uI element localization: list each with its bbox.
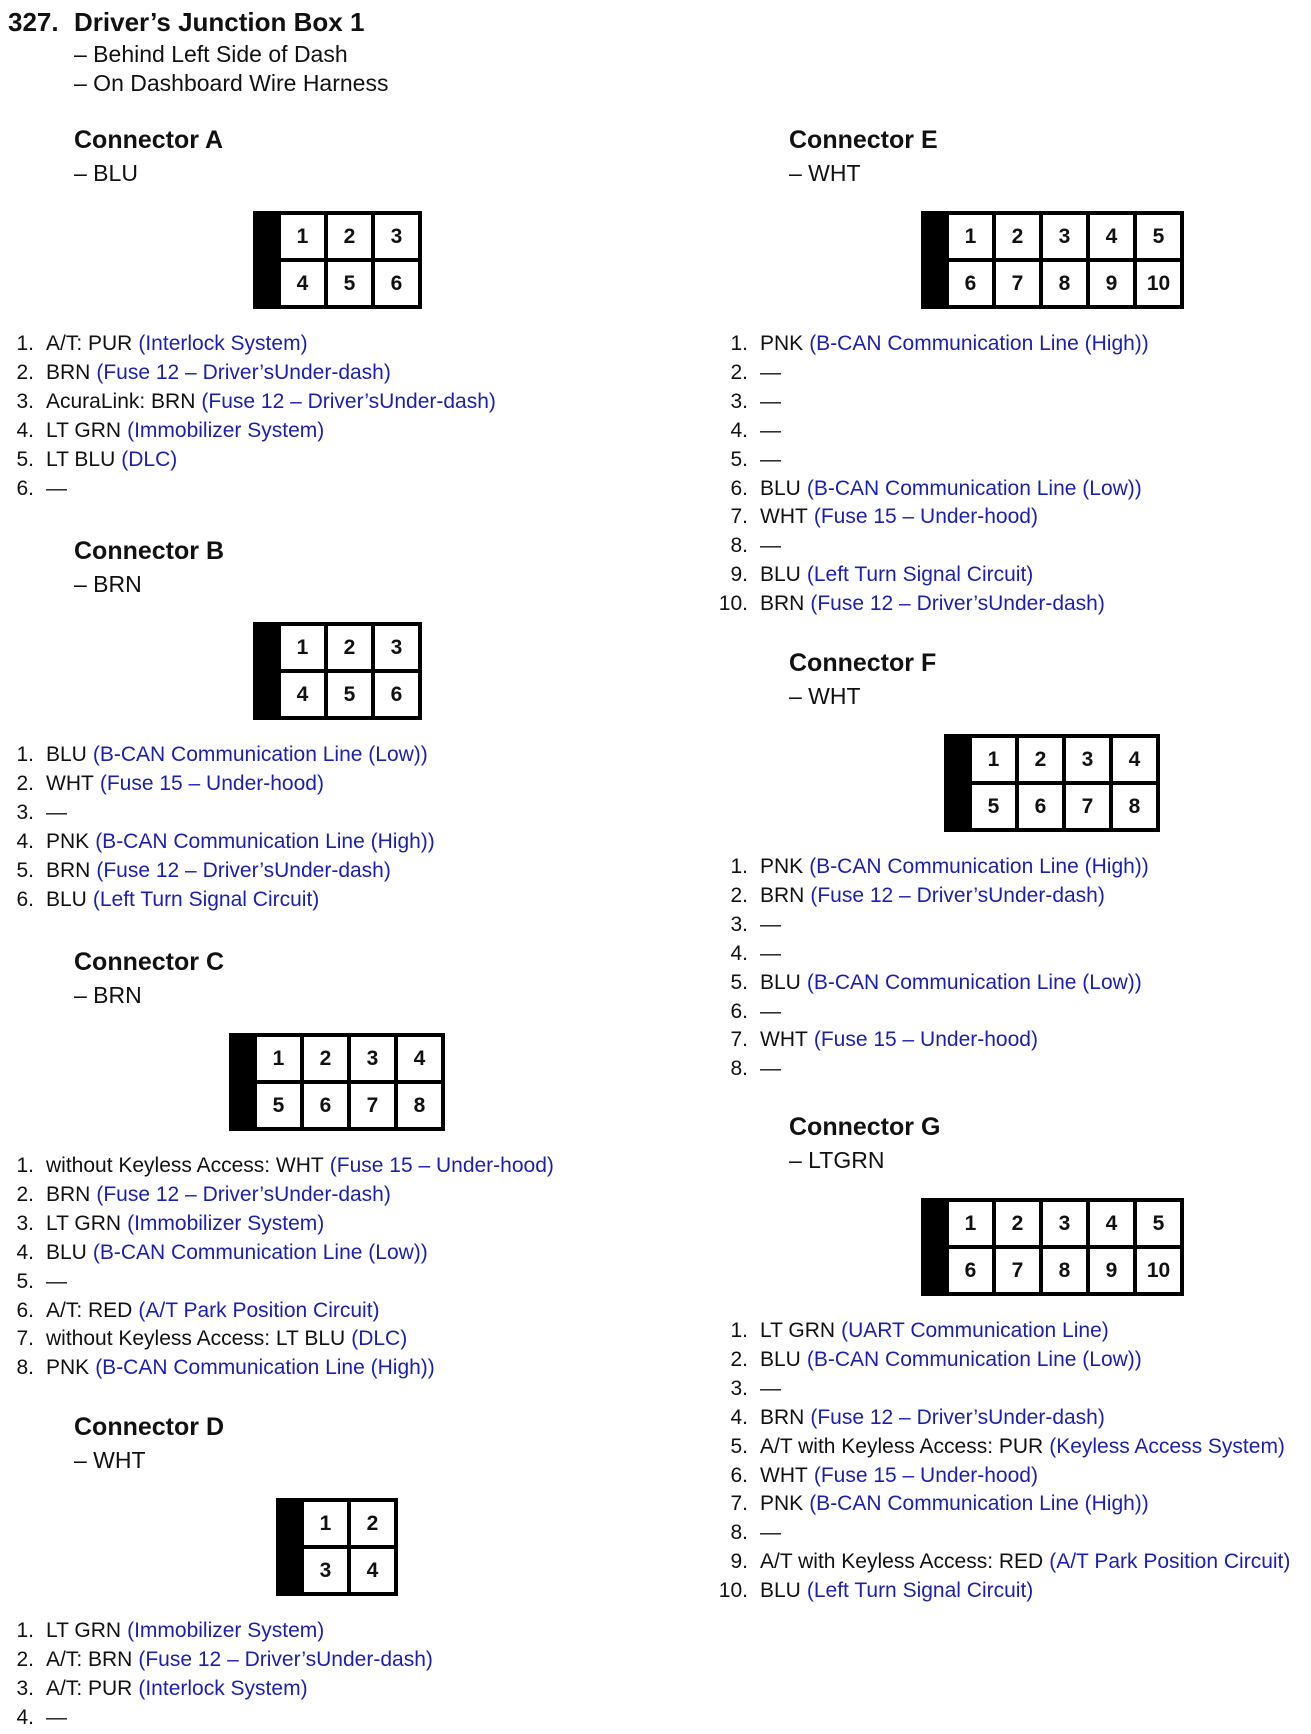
circuit-link[interactable]: (Fuse 12 – Driver’sUnder-dash) <box>96 1182 391 1206</box>
circuit-link[interactable]: (B-CAN Communication Line (Low)) <box>92 1240 428 1264</box>
pin-cell-3: 3 <box>375 626 418 669</box>
pin-number: 6. <box>730 476 748 500</box>
connector-pin-grid <box>972 738 1156 828</box>
pin-list-item <box>714 532 1311 561</box>
pin-cell-4: 4 <box>1090 215 1133 258</box>
wire-color: — <box>760 999 781 1023</box>
wire-color: WHT <box>46 771 94 795</box>
circuit-link[interactable]: (B-CAN Communication Line (Low)) <box>806 1347 1142 1371</box>
connector-f-title: Connector F <box>789 649 937 677</box>
wire-color: without Keyless Access: LT BLU <box>46 1327 346 1351</box>
pin-list-item <box>0 741 600 770</box>
pin-list-item <box>714 503 1311 532</box>
pin-number: 4. <box>16 829 34 853</box>
pin-number: 1. <box>16 1619 34 1642</box>
wire-color: — <box>760 1057 781 1081</box>
wire-color: WHT <box>760 1028 808 1052</box>
pin-number: 6. <box>730 1463 748 1487</box>
wire-color: LT GRN <box>46 1619 122 1642</box>
pin-cell-6: 6 <box>949 1249 992 1292</box>
connector-lock-tab <box>925 215 949 305</box>
pin-cell-8: 8 <box>398 1084 441 1127</box>
pin-list-item <box>714 1055 1311 1084</box>
pin-number: 5. <box>16 447 34 471</box>
pin-cell-4: 4 <box>1090 1202 1133 1245</box>
pin-cell-1: 1 <box>281 626 324 669</box>
pin-number: 4. <box>730 941 748 965</box>
circuit-link[interactable]: (Fuse 12 – Driver’sUnder-dash) <box>810 883 1105 907</box>
pin-list-item <box>0 359 600 388</box>
pin-number: 1. <box>16 332 34 355</box>
pin-list-item <box>0 799 600 828</box>
wire-color: WHT <box>760 1463 808 1487</box>
wire-color: — <box>46 476 67 500</box>
pin-cell-3: 3 <box>1043 1202 1086 1245</box>
pin-list-item <box>0 446 600 475</box>
pin-list-item <box>0 475 600 504</box>
pin-number: 4. <box>730 1405 748 1429</box>
pin-list-item <box>0 886 600 915</box>
pin-list-item <box>714 330 1311 359</box>
wire-color: LT GRN <box>46 1211 122 1235</box>
pin-list-item <box>0 1704 600 1733</box>
wire-color: BLU <box>760 563 801 587</box>
connector-pin-grid <box>281 626 418 716</box>
wire-color: — <box>760 912 781 936</box>
pin-cell-2: 2 <box>328 215 371 258</box>
pin-list-item <box>714 475 1311 504</box>
circuit-link[interactable]: (Fuse 12 – Driver’sUnder-dash) <box>201 389 496 413</box>
wire-color: PNK <box>46 1356 90 1380</box>
pin-cell-2: 2 <box>304 1037 347 1080</box>
pin-list-item <box>714 417 1311 446</box>
page-header <box>8 4 388 98</box>
connector-a-color: – BLU <box>74 160 138 186</box>
connector-lock-tab <box>233 1037 257 1127</box>
connector-c-title: Connector C <box>74 948 224 976</box>
wire-color: LT BLU <box>46 447 116 471</box>
pin-number: 5. <box>730 447 748 471</box>
pin-number: 1. <box>730 1319 748 1342</box>
pin-list-item <box>0 1210 600 1239</box>
pin-list-item <box>714 1548 1311 1577</box>
wire-color: A/T with Keyless Access: PUR <box>760 1434 1044 1458</box>
wire-color: PNK <box>760 855 804 878</box>
circuit-link[interactable]: (Immobilizer System) <box>127 1619 325 1642</box>
pin-number: 3. <box>16 1676 34 1700</box>
circuit-link[interactable]: (Immobilizer System) <box>127 1211 325 1235</box>
connector-d-diagram <box>276 1498 398 1596</box>
pin-list-item <box>0 417 600 446</box>
pin-cell-1: 1 <box>304 1502 347 1545</box>
circuit-link[interactable]: (Fuse 15 – Under-hood) <box>813 1463 1038 1487</box>
circuit-link[interactable]: (Fuse 15 – Under-hood) <box>99 771 324 795</box>
pin-cell-6: 6 <box>1019 785 1062 828</box>
connector-g-title: Connector G <box>789 1113 941 1141</box>
pin-number: 7. <box>730 1492 748 1516</box>
circuit-link[interactable]: (B-CAN Communication Line (High)) <box>809 332 1149 355</box>
pin-number: 9. <box>730 1550 748 1574</box>
pin-list-item <box>714 940 1311 969</box>
wire-color: without Keyless Access: WHT <box>46 1154 324 1177</box>
pin-cell-8: 8 <box>1043 1249 1086 1292</box>
pin-number: 3. <box>16 389 34 413</box>
pin-number: 4. <box>730 418 748 442</box>
pin-cell-10: 10 <box>1137 262 1180 305</box>
connector-lock-tab <box>280 1502 304 1592</box>
wire-color: A/T with Keyless Access: RED <box>760 1550 1044 1574</box>
location-line-2: – On Dashboard Wire Harness <box>74 70 389 96</box>
pin-cell-9: 9 <box>1090 1249 1133 1292</box>
circuit-link[interactable]: (B-CAN Communication Line (Low)) <box>806 970 1142 994</box>
wire-color: — <box>760 360 781 384</box>
connector-pin-grid <box>949 215 1180 305</box>
wire-color: — <box>760 389 781 413</box>
pin-cell-1: 1 <box>257 1037 300 1080</box>
wire-color: BLU <box>760 1579 801 1603</box>
pin-number: 6. <box>730 999 748 1023</box>
page-title <box>8 4 388 40</box>
pin-number: 1. <box>730 332 748 355</box>
connector-e-pin-list <box>714 330 1311 619</box>
pin-cell-3: 3 <box>1066 738 1109 781</box>
connector-g-color: – LTGRN <box>789 1147 885 1173</box>
connector-d-color: – WHT <box>74 1447 146 1473</box>
pin-list-item <box>714 853 1311 882</box>
wire-color: — <box>46 800 67 824</box>
wire-color: LT GRN <box>46 418 122 442</box>
pin-cell-7: 7 <box>351 1084 394 1127</box>
section-title: Driver’s Junction Box 1 <box>74 7 365 37</box>
wire-color: BLU <box>760 1347 801 1371</box>
connector-lock-tab <box>257 215 281 305</box>
pin-cell-4: 4 <box>281 673 324 716</box>
pin-cell-2: 2 <box>1019 738 1062 781</box>
pin-number: 6. <box>16 476 34 500</box>
circuit-link[interactable]: (DLC) <box>351 1327 408 1351</box>
pin-list-item <box>714 1317 1311 1346</box>
pin-cell-3: 3 <box>351 1037 394 1080</box>
connector-lock-tab <box>257 626 281 716</box>
pin-number: 1. <box>16 1154 34 1177</box>
pin-number: 3. <box>730 1376 748 1400</box>
pin-number: 1. <box>730 855 748 878</box>
pin-number: 10. <box>718 1579 748 1603</box>
pin-cell-2: 2 <box>996 215 1039 258</box>
wire-color: BLU <box>46 887 87 911</box>
connector-e-title: Connector E <box>789 126 938 154</box>
wire-color: — <box>760 534 781 558</box>
circuit-link[interactable]: (A/T Park Position Circuit) <box>138 1298 380 1322</box>
wire-color: BLU <box>760 476 801 500</box>
pin-cell-6: 6 <box>375 262 418 305</box>
pin-list-item <box>0 1617 600 1646</box>
pin-number: 3. <box>730 389 748 413</box>
pin-cell-7: 7 <box>1066 785 1109 828</box>
pin-list-item <box>714 1404 1311 1433</box>
wire-color: BLU <box>46 1240 87 1264</box>
pin-cell-5: 5 <box>328 262 371 305</box>
connector-g-pin-list <box>714 1317 1311 1606</box>
pin-number: 2. <box>16 360 34 384</box>
wire-color: BRN <box>760 592 805 616</box>
pin-number: 2. <box>730 1347 748 1371</box>
wire-color: LT GRN <box>760 1319 836 1342</box>
pin-cell-1: 1 <box>949 1202 992 1245</box>
connector-lock-tab <box>925 1202 949 1292</box>
connector-c-color: – BRN <box>74 982 142 1008</box>
pin-list-item <box>714 561 1311 590</box>
circuit-link[interactable]: (Fuse 12 – Driver’sUnder-dash) <box>810 1405 1105 1429</box>
wire-color: — <box>46 1705 67 1729</box>
circuit-link[interactable]: (B-CAN Communication Line (High)) <box>95 829 435 853</box>
pin-cell-8: 8 <box>1113 785 1156 828</box>
pin-list-item <box>0 1181 600 1210</box>
pin-list-item <box>0 1297 600 1326</box>
pin-cell-2: 2 <box>351 1502 394 1545</box>
pin-list-item <box>714 1346 1311 1375</box>
connector-b-title: Connector B <box>74 537 224 565</box>
circuit-link[interactable]: (Interlock System) <box>138 332 308 355</box>
pin-list-item <box>0 330 600 359</box>
circuit-link[interactable]: (B-CAN Communication Line (Low)) <box>92 743 428 766</box>
pin-number: 8. <box>730 534 748 558</box>
pin-number: 7. <box>16 1327 34 1351</box>
connector-e-diagram <box>921 211 1184 309</box>
circuit-link[interactable]: (Interlock System) <box>138 1676 308 1700</box>
pin-cell-1: 1 <box>281 215 324 258</box>
wire-color: — <box>46 1269 67 1293</box>
pin-number: 7. <box>730 1028 748 1052</box>
pin-list-item <box>0 388 600 417</box>
connector-b-color: – BRN <box>74 571 142 597</box>
pin-list-item <box>0 1646 600 1675</box>
circuit-link[interactable]: (UART Communication Line) <box>841 1319 1109 1342</box>
pin-list-item <box>714 1026 1311 1055</box>
wire-color: A/T: BRN <box>46 1647 133 1671</box>
pin-number: 2. <box>730 360 748 384</box>
wire-color: BRN <box>46 360 91 384</box>
connector-c-diagram <box>229 1033 445 1131</box>
pin-list-item <box>714 446 1311 475</box>
pin-number: 8. <box>16 1356 34 1380</box>
wire-color: — <box>760 1376 781 1400</box>
circuit-link[interactable]: (Fuse 15 – Under-hood) <box>329 1154 554 1177</box>
circuit-link[interactable]: (B-CAN Communication Line (Low)) <box>806 476 1142 500</box>
pin-list-item <box>714 359 1311 388</box>
circuit-link[interactable]: (Immobilizer System) <box>127 418 325 442</box>
circuit-link[interactable]: (A/T Park Position Circuit) <box>1049 1550 1291 1574</box>
wire-color: — <box>760 1521 781 1545</box>
pin-list-item <box>714 1519 1311 1548</box>
connector-g-diagram <box>921 1198 1184 1296</box>
connector-d-title: Connector D <box>74 1413 224 1441</box>
pin-number: 7. <box>730 505 748 529</box>
pin-cell-10: 10 <box>1137 1249 1180 1292</box>
pin-list-item <box>0 1325 600 1354</box>
circuit-link[interactable]: (Fuse 12 – Driver’sUnder-dash) <box>810 592 1105 616</box>
pin-cell-1: 1 <box>949 215 992 258</box>
pin-number: 8. <box>730 1057 748 1081</box>
wire-color: A/T: RED <box>46 1298 133 1322</box>
pin-list-item <box>0 1268 600 1297</box>
pin-list-item <box>0 1354 600 1383</box>
wire-color: WHT <box>760 505 808 529</box>
connector-b-pin-list <box>0 741 600 914</box>
connector-e-color: – WHT <box>789 160 861 186</box>
wire-color: PNK <box>760 332 804 355</box>
connector-a-title: Connector A <box>74 126 224 154</box>
connector-f-diagram <box>944 734 1160 832</box>
pin-list-item <box>714 590 1311 619</box>
pin-number: 5. <box>16 1269 34 1293</box>
pin-number: 3. <box>16 800 34 824</box>
wire-color: A/T: PUR <box>46 332 133 355</box>
pin-list-item <box>714 1577 1311 1606</box>
pin-cell-4: 4 <box>398 1037 441 1080</box>
circuit-link[interactable]: (Fuse 15 – Under-hood) <box>813 505 1038 529</box>
pin-cell-3: 3 <box>1043 215 1086 258</box>
circuit-link[interactable]: (DLC) <box>121 447 178 471</box>
pin-cell-5: 5 <box>1137 215 1180 258</box>
wire-color: BRN <box>46 1182 91 1206</box>
circuit-link[interactable]: (B-CAN Communication Line (High)) <box>95 1356 435 1380</box>
pin-list-item <box>714 1433 1311 1462</box>
pin-list-item <box>0 1152 600 1181</box>
pin-list-item <box>0 857 600 886</box>
pin-cell-2: 2 <box>328 626 371 669</box>
pin-cell-3: 3 <box>375 215 418 258</box>
pin-number: 6. <box>16 887 34 911</box>
connector-lock-tab <box>948 738 972 828</box>
wire-color: BLU <box>46 743 87 766</box>
pin-number: 2. <box>16 771 34 795</box>
pin-cell-3: 3 <box>304 1549 347 1592</box>
pin-list-item <box>0 828 600 857</box>
wire-color: AcuraLink: BRN <box>46 389 196 413</box>
section-number: 327. <box>8 7 59 37</box>
pin-number: 4. <box>16 418 34 442</box>
wire-color: PNK <box>46 829 90 853</box>
pin-cell-4: 4 <box>281 262 324 305</box>
pin-list-item <box>714 388 1311 417</box>
circuit-link[interactable]: (Fuse 12 – Driver’sUnder-dash) <box>96 360 391 384</box>
circuit-link[interactable]: (B-CAN Communication Line (High)) <box>809 855 1149 878</box>
location-line-1: – Behind Left Side of Dash <box>74 41 348 67</box>
pin-cell-6: 6 <box>304 1084 347 1127</box>
pin-number: 10. <box>718 592 748 616</box>
pin-number: 5. <box>16 858 34 882</box>
pin-cell-2: 2 <box>996 1202 1039 1245</box>
pin-list-item <box>714 1375 1311 1404</box>
pin-cell-6: 6 <box>375 673 418 716</box>
wire-color: BRN <box>760 1405 805 1429</box>
pin-cell-4: 4 <box>1113 738 1156 781</box>
circuit-link[interactable]: (Fuse 12 – Driver’sUnder-dash) <box>138 1647 433 1671</box>
pin-number: 1. <box>16 743 34 766</box>
pin-list-item <box>0 1239 600 1268</box>
pin-number: 2. <box>730 883 748 907</box>
connector-c-pin-list <box>0 1152 600 1383</box>
pin-number: 6. <box>16 1298 34 1322</box>
pin-number: 2. <box>16 1647 34 1671</box>
wire-color: — <box>760 418 781 442</box>
pin-list-item <box>714 1462 1311 1491</box>
circuit-link[interactable]: (Left Turn Signal Circuit) <box>92 887 320 911</box>
pin-list-item <box>714 882 1311 911</box>
circuit-link[interactable]: (Left Turn Signal Circuit) <box>806 1579 1034 1603</box>
pin-list-item <box>714 969 1311 998</box>
circuit-link[interactable]: (Fuse 15 – Under-hood) <box>813 1028 1038 1052</box>
circuit-link[interactable]: (Fuse 12 – Driver’sUnder-dash) <box>96 858 391 882</box>
pin-number: 5. <box>730 1434 748 1458</box>
wire-color: — <box>760 447 781 471</box>
pin-list-item <box>714 911 1311 940</box>
pin-list-item <box>714 998 1311 1027</box>
connector-d-pin-list <box>0 1617 600 1733</box>
connector-a-pin-list <box>0 330 600 503</box>
connector-f-color: – WHT <box>789 683 861 709</box>
pin-number: 4. <box>16 1705 34 1729</box>
connector-pin-grid <box>304 1502 394 1592</box>
pin-number: 2. <box>16 1182 34 1206</box>
pin-list-item <box>0 1675 600 1704</box>
pin-number: 5. <box>730 970 748 994</box>
connector-pin-grid <box>257 1037 441 1127</box>
pin-cell-8: 8 <box>1043 262 1086 305</box>
connector-a-diagram <box>253 211 422 309</box>
pin-cell-5: 5 <box>972 785 1015 828</box>
pin-cell-7: 7 <box>996 1249 1039 1292</box>
pin-list-item <box>0 770 600 799</box>
pin-cell-1: 1 <box>972 738 1015 781</box>
wire-color: — <box>760 941 781 965</box>
pin-cell-6: 6 <box>949 262 992 305</box>
pin-cell-5: 5 <box>1137 1202 1180 1245</box>
wire-color: A/T: PUR <box>46 1676 133 1700</box>
circuit-link[interactable]: (Left Turn Signal Circuit) <box>806 563 1034 587</box>
pin-number: 4. <box>16 1240 34 1264</box>
wire-color: BRN <box>760 883 805 907</box>
circuit-link[interactable]: (B-CAN Communication Line (High)) <box>809 1492 1149 1516</box>
pin-list-item <box>714 1490 1311 1519</box>
connector-b-diagram <box>253 622 422 720</box>
pin-cell-4: 4 <box>351 1549 394 1592</box>
wire-color: BLU <box>760 970 801 994</box>
pin-number: 3. <box>730 912 748 936</box>
pin-cell-9: 9 <box>1090 262 1133 305</box>
connector-pin-grid <box>281 215 418 305</box>
pin-number: 8. <box>730 1521 748 1545</box>
pin-number: 9. <box>730 563 748 587</box>
wire-color: PNK <box>760 1492 804 1516</box>
circuit-link[interactable]: (Keyless Access System) <box>1049 1434 1285 1458</box>
pin-number: 3. <box>16 1211 34 1235</box>
connector-pin-grid <box>949 1202 1180 1292</box>
pin-cell-5: 5 <box>257 1084 300 1127</box>
pin-cell-5: 5 <box>328 673 371 716</box>
pin-cell-7: 7 <box>996 262 1039 305</box>
connector-f-pin-list <box>714 853 1311 1084</box>
wire-color: BRN <box>46 858 91 882</box>
